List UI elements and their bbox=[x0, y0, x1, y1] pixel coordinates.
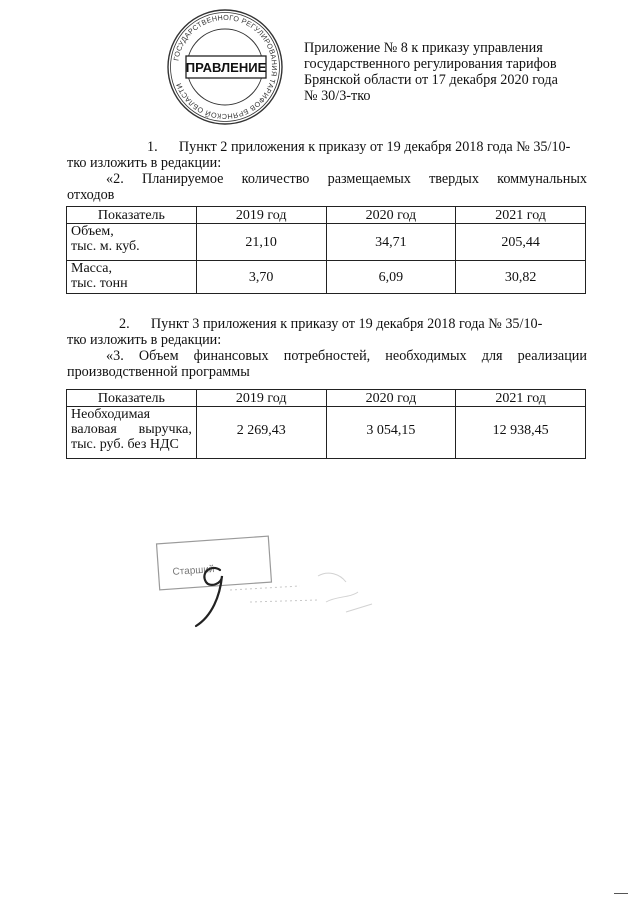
table-cell: 6,09 bbox=[326, 261, 456, 294]
column-header: 2020 год bbox=[326, 207, 456, 224]
table-row bbox=[67, 224, 586, 261]
row-label-line: тыс. м. куб. bbox=[71, 239, 140, 254]
appendix-header bbox=[304, 40, 604, 104]
header-line-3: Брянской области от 17 декабря 2020 года bbox=[304, 72, 558, 88]
table-cell: 12 938,45 bbox=[456, 407, 586, 459]
signature-box-text: Старший bbox=[172, 563, 215, 578]
row-label-line: Объем, bbox=[71, 224, 114, 239]
row-label bbox=[67, 407, 197, 459]
faint-stamp-trace bbox=[318, 573, 372, 612]
section-1-line-3: «2. Планируемое количество размещаемых твердых коммунальных bbox=[106, 171, 587, 187]
financial-needs-table bbox=[66, 389, 586, 459]
row-label-line: тыс. руб. без НДС bbox=[71, 437, 179, 452]
row-label-line: валовая выручка, bbox=[71, 422, 192, 437]
section-2-line-2: тко изложить в редакции: bbox=[67, 332, 222, 348]
signature-scribble bbox=[196, 568, 222, 626]
row-label-line: тыс. тонн bbox=[71, 276, 128, 291]
row-label bbox=[67, 261, 197, 294]
column-header: 2020 год bbox=[326, 390, 456, 407]
row-label-line: Масса, bbox=[71, 261, 112, 276]
table-cell: 205,44 bbox=[456, 224, 586, 261]
table-row bbox=[67, 407, 586, 459]
column-header: 2019 год bbox=[196, 207, 326, 224]
table-cell: 34,71 bbox=[326, 224, 456, 261]
header-line-2: государственного регулирования тарифов bbox=[304, 56, 557, 72]
column-header: 2019 год bbox=[196, 390, 326, 407]
seal-ring-text: ГОСУДАРСТВЕННОГО РЕГУЛИРОВАНИЯ ТАРИФОВ БРЯНСКОЙ ОБЛАСТИ bbox=[171, 12, 280, 122]
signature-stamp bbox=[150, 530, 410, 640]
section-1-line-1: 1. Пункт 2 приложения к приказу от 19 декабря 2018 года № 35/10- bbox=[147, 139, 571, 155]
column-header: Показатель bbox=[67, 390, 197, 407]
seal-center-text: ПРАВЛЕНИЕ bbox=[185, 60, 267, 75]
table-header-row bbox=[67, 390, 586, 407]
column-header: 2021 год bbox=[456, 390, 586, 407]
table-cell: 3 054,15 bbox=[326, 407, 456, 459]
section-2-text bbox=[67, 316, 587, 380]
section-2-line-1: 2. Пункт 3 приложения к приказу от 19 декабря 2018 года № 35/10- bbox=[119, 316, 543, 332]
section-1-text bbox=[67, 139, 587, 203]
section-1-line-2: тко изложить в редакции: bbox=[67, 155, 222, 171]
seal-stamp bbox=[166, 8, 284, 126]
section-2-line-4: производственной программы bbox=[67, 364, 250, 380]
table-cell: 3,70 bbox=[196, 261, 326, 294]
table-cell: 2 269,43 bbox=[196, 407, 326, 459]
table-row bbox=[67, 261, 586, 294]
column-header: 2021 год bbox=[456, 207, 586, 224]
row-label bbox=[67, 224, 197, 261]
page-edge-mark bbox=[614, 893, 628, 894]
table-cell: 21,10 bbox=[196, 224, 326, 261]
waste-quantity-table bbox=[66, 206, 586, 294]
section-1-line-4: отходов bbox=[67, 187, 115, 203]
section-2-line-3: «3. Объем финансовых потребностей, необходимых для реализации bbox=[106, 348, 587, 364]
column-header: Показатель bbox=[67, 207, 197, 224]
row-label-line: Необходимая bbox=[71, 407, 151, 422]
table-cell: 30,82 bbox=[456, 261, 586, 294]
table-header-row bbox=[67, 207, 586, 224]
header-line-1: Приложение № 8 к приказу управления bbox=[304, 40, 543, 56]
header-line-4: № 30/3-тко bbox=[304, 88, 371, 104]
